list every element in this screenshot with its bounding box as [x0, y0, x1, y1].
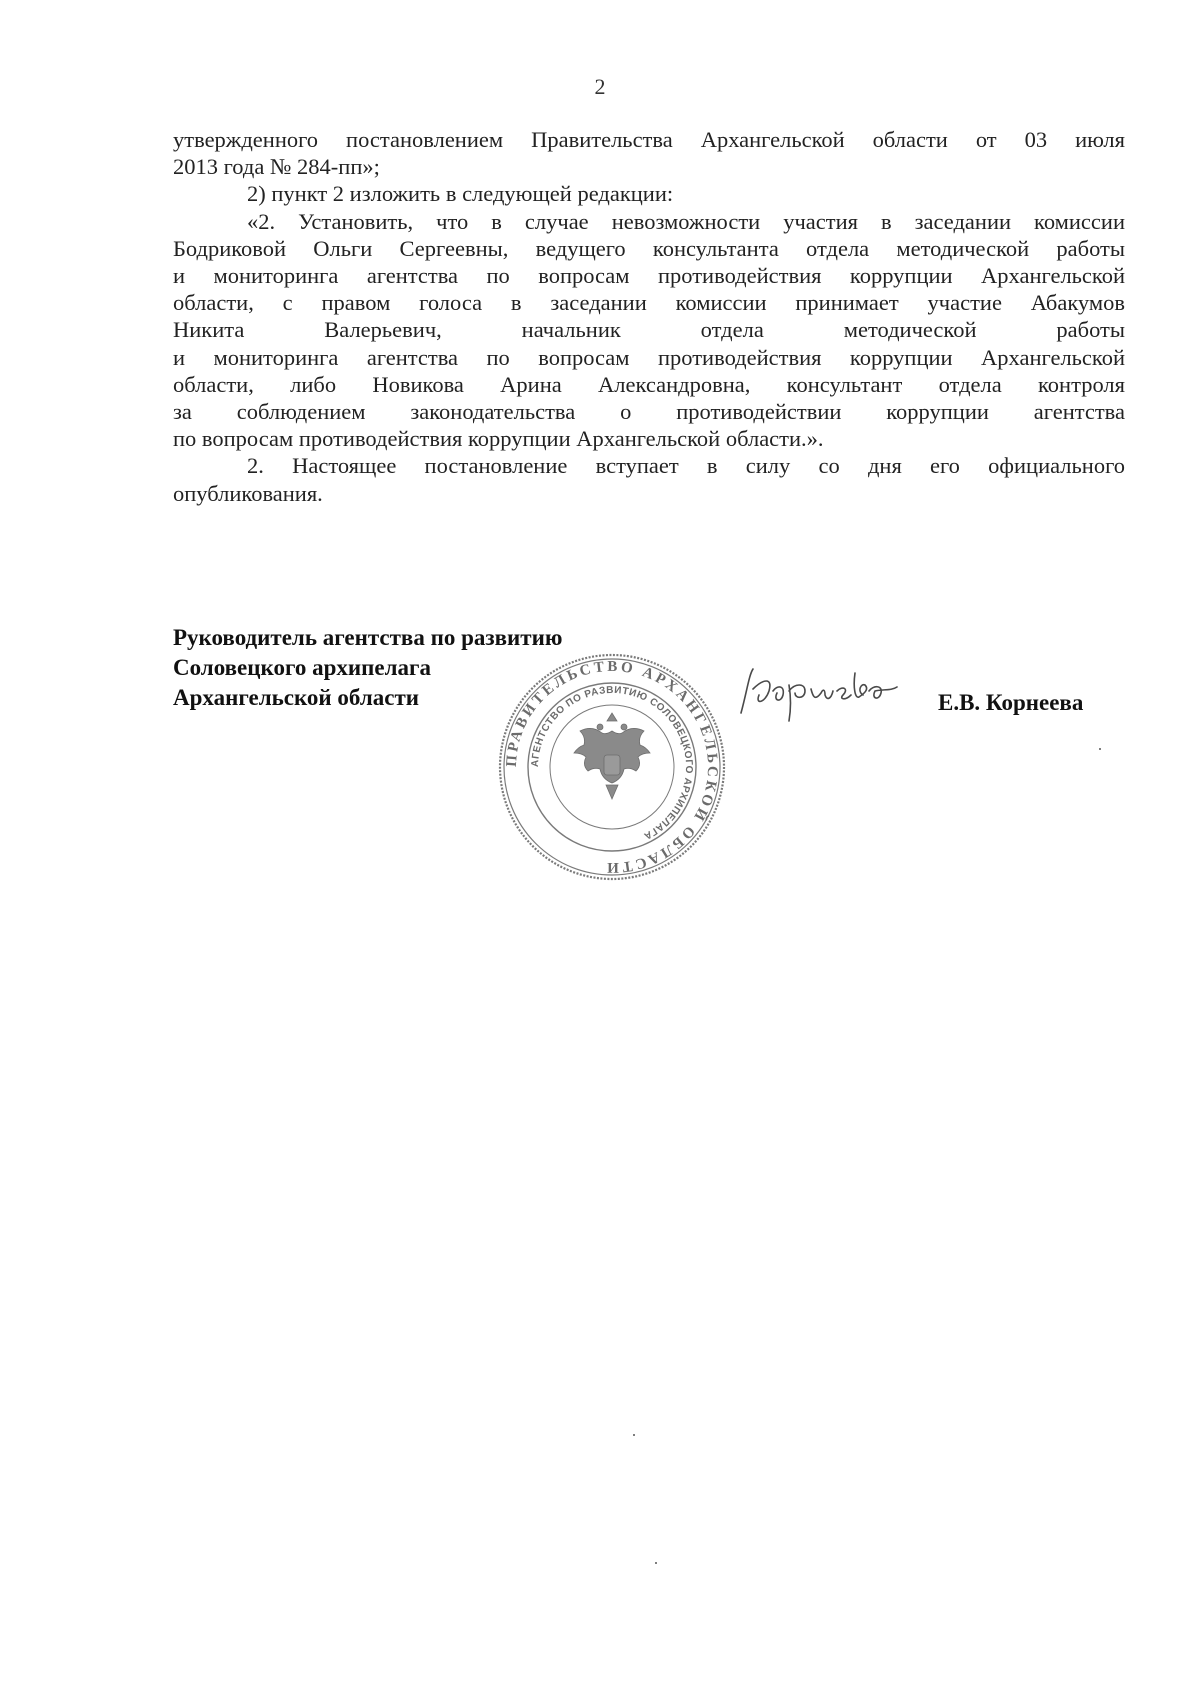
body-line: опубликования.: [173, 480, 323, 506]
body-line: 2013 года № 284-пп»;: [173, 154, 380, 180]
seal-outer-text: ПРАВИТЕЛЬСТВО АРХАНГЕЛЬСКОЙ ОБЛАСТИ: [503, 658, 721, 876]
body-line: 2) пункт 2 изложить в следующей редакции:: [247, 181, 674, 207]
seal-inner-text: АГЕНТСТВО ПО РАЗВИТИЮ СОЛОВЕЦКОГО АРХИПЕЛАГА: [529, 684, 695, 842]
body-line: Никита Валерьевич, начальник отдела методической работы: [173, 317, 1125, 343]
body-line: «2. Установить, что в случае невозможности участия в заседании комиссии: [247, 208, 1125, 234]
body-line: за соблюдением законодательства о противодействии коррупции агентства: [173, 399, 1125, 425]
handwritten-signature: [733, 661, 903, 731]
signatory-position-line: Архангельской области: [173, 685, 420, 710]
body-line: и мониторинга агентства по вопросам противодействия коррупции Архангельской: [173, 263, 1125, 289]
body-line: Бодриковой Ольги Сергеевны, ведущего консультанта отдела методической работы: [173, 235, 1125, 261]
coat-of-arms-icon: [574, 713, 650, 799]
signatory-name: Е.В. Корнеева: [938, 690, 1084, 715]
body-line: области, с правом голоса в заседании комиссии принимает участие Абакумов: [173, 290, 1125, 316]
body-line: по вопросам противодействия коррупции Архангельской области.».: [173, 426, 824, 452]
official-seal: [496, 651, 728, 883]
page-number: 2: [594, 74, 606, 99]
scan-speck: [1099, 748, 1101, 750]
signatory-position-line: Соловецкого архипелага: [173, 655, 431, 680]
scan-speck: [633, 1434, 635, 1436]
document-body: [173, 126, 1125, 507]
body-line: и мониторинга агентства по вопросам противодействия коррупции Архангельской: [173, 344, 1125, 370]
scan-speck: [655, 1562, 657, 1564]
signatory-position-line: Руководитель агентства по развитию: [173, 625, 563, 650]
body-line: 2. Настоящее постановление вступает в силу со дня его официального: [247, 453, 1125, 479]
body-line: области, либо Новикова Арина Александровна, консультант отдела контроля: [173, 371, 1125, 397]
body-line: утвержденного постановлением Правительства Архангельской области от 03 июля: [173, 127, 1125, 152]
